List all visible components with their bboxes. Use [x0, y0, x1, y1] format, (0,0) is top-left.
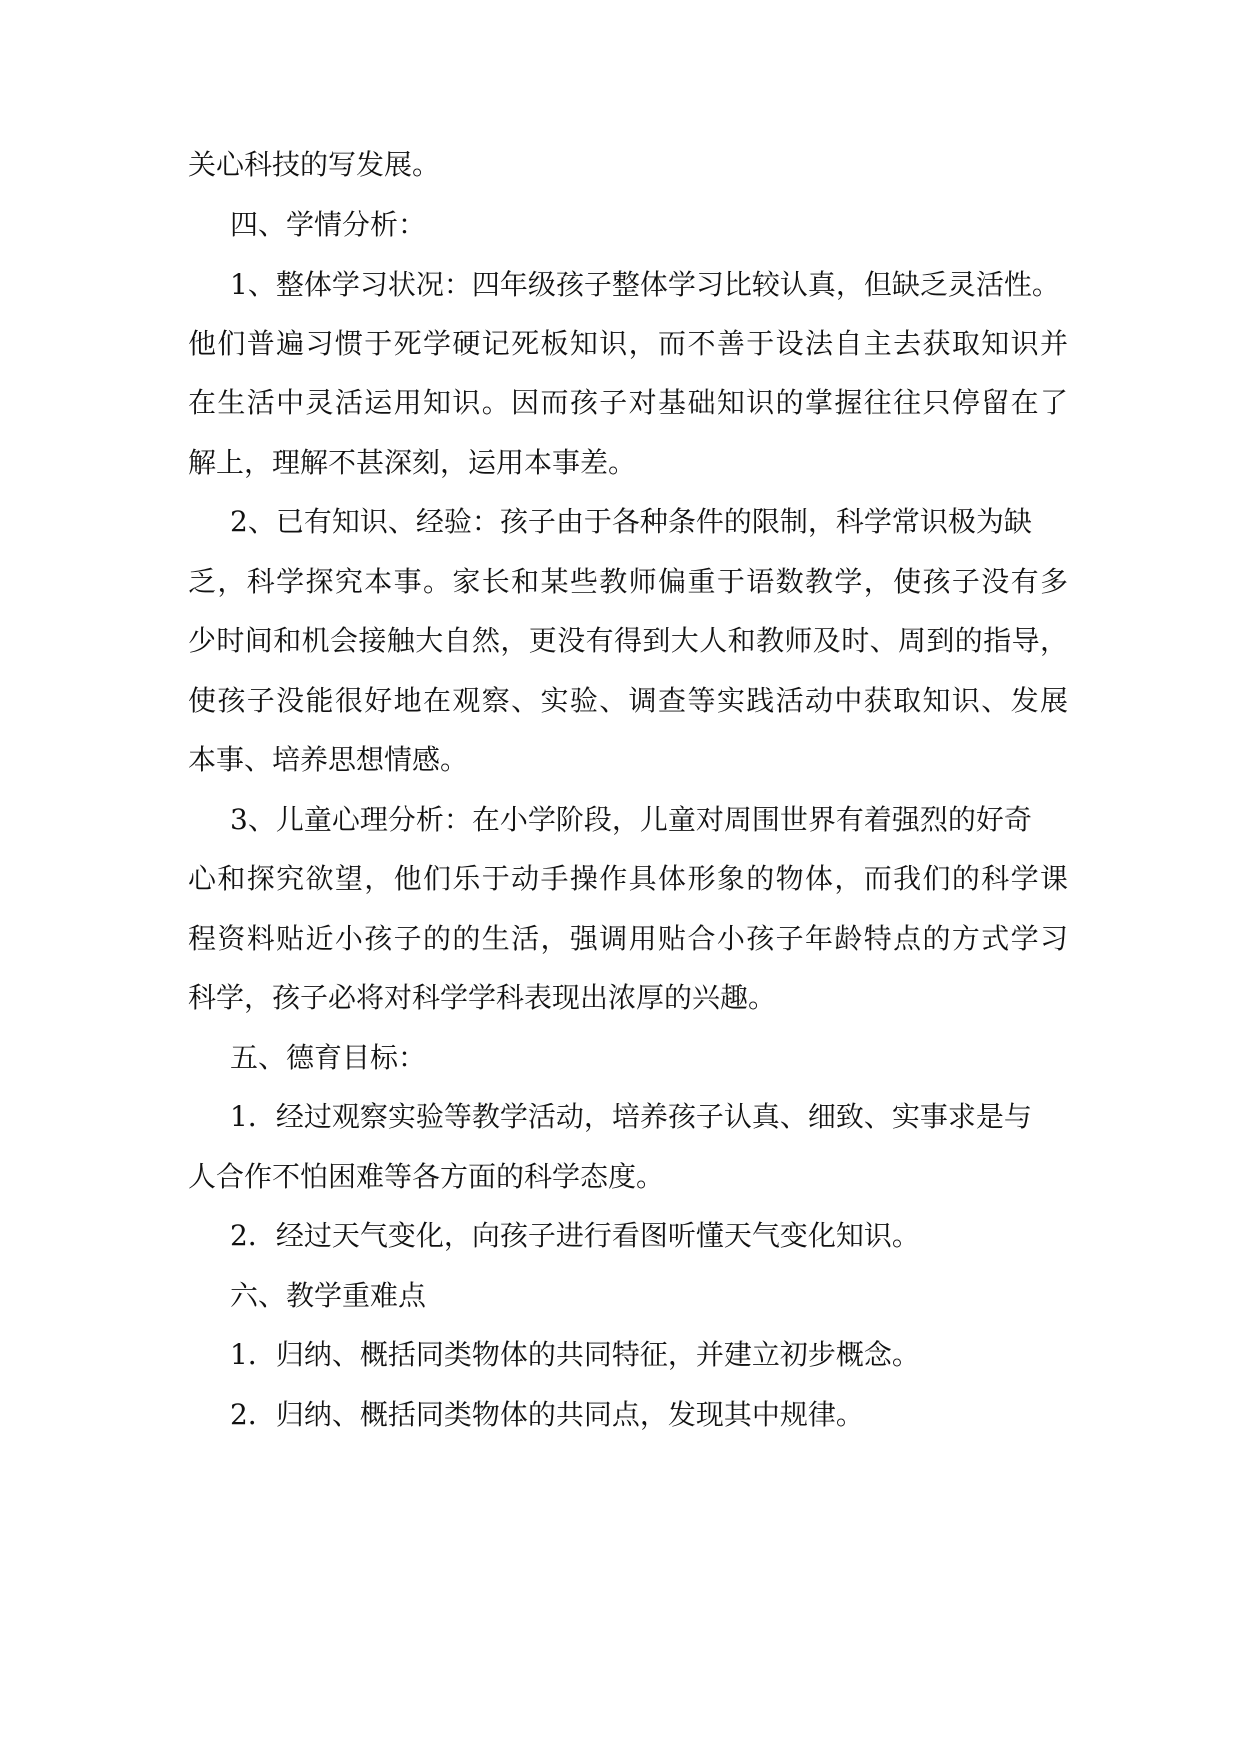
- paragraph-line: 2、已有知识、经验：孩子由于各种条件的限制，科学常识极为缺: [230, 505, 1032, 538]
- paragraph-line: 本事、培养思想情感。: [188, 743, 469, 776]
- paragraph-line: 关心科技的写发展。: [188, 148, 441, 181]
- paragraph-line: 在生活中灵活运用知识。因而孩子对基础知识的掌握往往只停留在了: [188, 386, 1068, 419]
- paragraph-line: 心和探究欲望，他们乐于动手操作具体形象的物体，而我们的科学课: [188, 862, 1068, 895]
- paragraph-line: 人合作不怕困难等各方面的科学态度。: [188, 1160, 665, 1193]
- paragraph-line: 他们普遍习惯于死学硬记死板知识，而不善于设法自主去获取知识并: [188, 327, 1068, 360]
- paragraph-line: 少时间和机会接触大自然，更没有得到大人和教师及时、周到的指导，: [188, 624, 1068, 657]
- paragraph-line: 3、儿童心理分析：在小学阶段，儿童对周围世界有着强烈的好奇: [230, 803, 1032, 836]
- section-heading: 四、学情分析：: [230, 208, 427, 241]
- paragraph-line: 乏，科学探究本事。家长和某些教师偏重于语数教学，使孩子没有多: [188, 565, 1068, 598]
- paragraph-line: 程资料贴近小孩子的的生活，强调用贴合小孩子年龄特点的方式学习: [188, 922, 1068, 955]
- paragraph-line: 1、整体学习状况：四年级孩子整体学习比较认真，但缺乏灵活性。: [230, 268, 1060, 301]
- paragraph-line: 1．经过观察实验等教学活动，培养孩子认真、细致、实事求是与: [230, 1100, 1032, 1133]
- paragraph-line: 科学，孩子必将对科学学科表现出浓厚的兴趣。: [188, 981, 777, 1014]
- section-heading: 五、德育目标：: [230, 1041, 427, 1074]
- paragraph-line: 1．归纳、概括同类物体的共同特征，并建立初步概念。: [230, 1338, 920, 1371]
- paragraph-line: 2．经过天气变化，向孩子进行看图听懂天气变化知识。: [230, 1219, 920, 1252]
- paragraph-line: 解上，理解不甚深刻，运用本事差。: [188, 446, 637, 479]
- section-heading: 六、教学重难点: [230, 1279, 427, 1312]
- paragraph-line: 2．归纳、概括同类物体的共同点，发现其中规律。: [230, 1398, 864, 1431]
- paragraph-line: 使孩子没能很好地在观察、实验、调查等实践活动中获取知识、发展: [188, 684, 1068, 717]
